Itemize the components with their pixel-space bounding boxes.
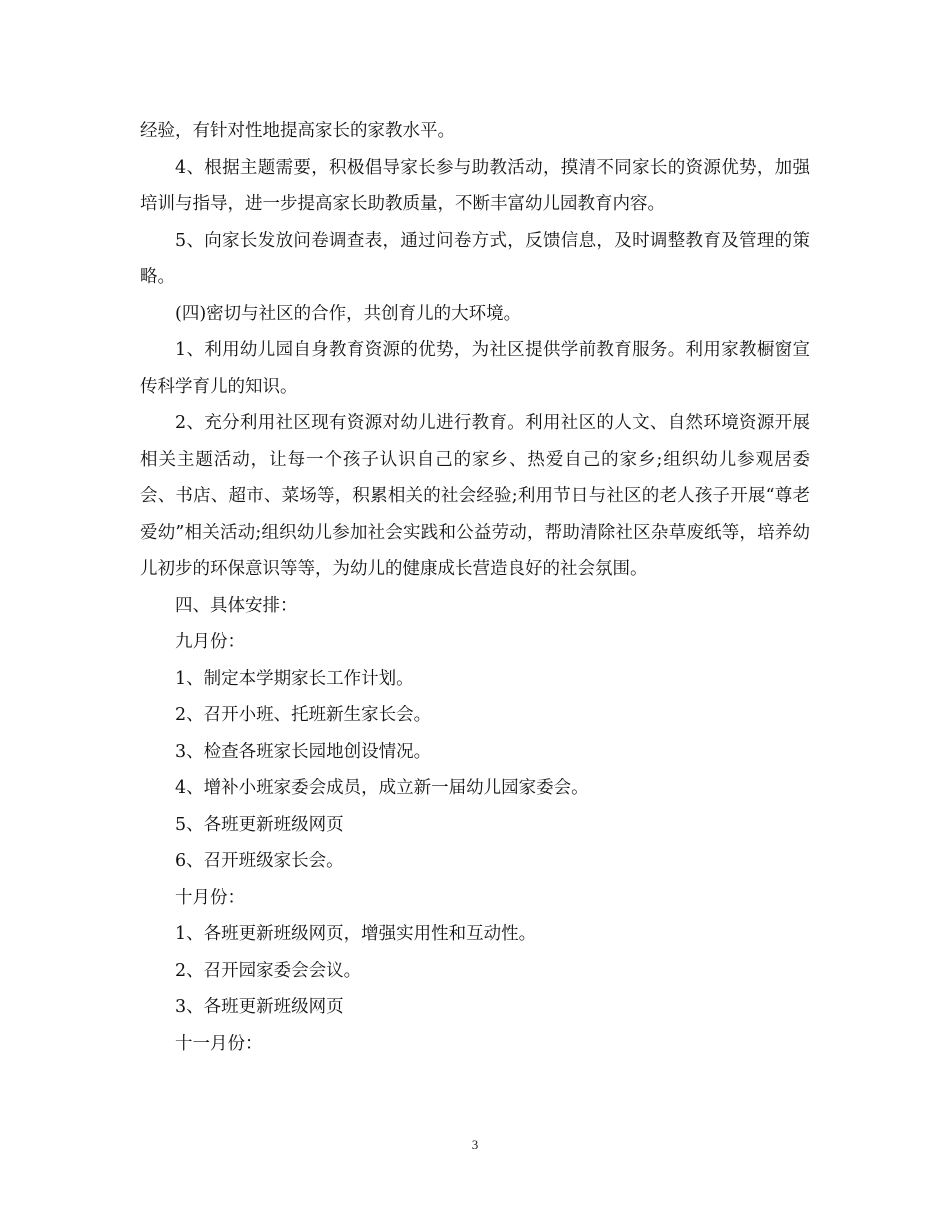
document-body — [140, 113, 810, 1062]
paragraph-item-5: 5、向家长发放问卷调查表，通过问卷方式，反馈信息，及时调整教育及管理的策略。 — [140, 230, 810, 287]
month-heading-september: 九月份： — [175, 632, 245, 652]
month-heading-november: 十一月份： — [175, 1033, 263, 1054]
page-number: 3 — [471, 1137, 479, 1152]
list-item: 5、各班更新班级网页 — [175, 814, 344, 835]
month-heading-october: 十月份： — [175, 887, 245, 908]
section-heading-community: (四)密切与社区的合作，共创育儿的大环境。 — [175, 303, 522, 324]
list-item: 3、各班更新班级网页 — [175, 997, 344, 1017]
list-item: 6、召开班级家长会。 — [175, 851, 344, 871]
section-heading-schedule: 四、具体安排： — [175, 595, 298, 616]
list-item: 2、召开小班、托班新生家长会。 — [175, 705, 432, 725]
list-item: 4、增补小班家委会成员，成立新一届幼儿园家委会。 — [175, 778, 589, 798]
list-item: 1、各班更新班级网页，增强实用性和互动性。 — [175, 924, 537, 944]
list-item: 2、召开园家委会会议。 — [175, 960, 362, 981]
list-item: 3、检查各班家长园地创设情况。 — [175, 741, 432, 762]
paragraph-community-1: 1、利用幼儿园自身教育资源的优势，为社区提供学前教育服务。利用家教橱窗宣传科学育儿的知识。 — [140, 340, 810, 397]
list-item: 1、制定本学期家长工作计划。 — [175, 668, 414, 689]
paragraph-item-4: 4、根据主题需要，积极倡导家长参与助教活动，摸清不同家长的资源优势，加强培训与指导，进一步提高家长助教质量，不断丰富幼儿园教育内容。 — [140, 157, 810, 214]
paragraph-community-2: 2、充分利用社区现有资源对幼儿进行教育。利用社区的人文、自然环境资源开展相关主题活动，让每一个孩子认识自己的家乡、热爱自己的家乡;组织幼儿参观居委会、书店、超市、菜场等，积累相关的社会经验;利用节日与社区的老人孩子开展“尊老爱幼”相关活动;组织幼儿参加社会实践和公益劳动，帮助清除社区杂草废纸等，培养幼儿初步的环保意识等等，为幼儿的健康成长营造良好的社会氛围。 — [140, 413, 810, 579]
paragraph-continuation: 经验，有针对性地提高家长的家教水平。 — [140, 121, 455, 141]
